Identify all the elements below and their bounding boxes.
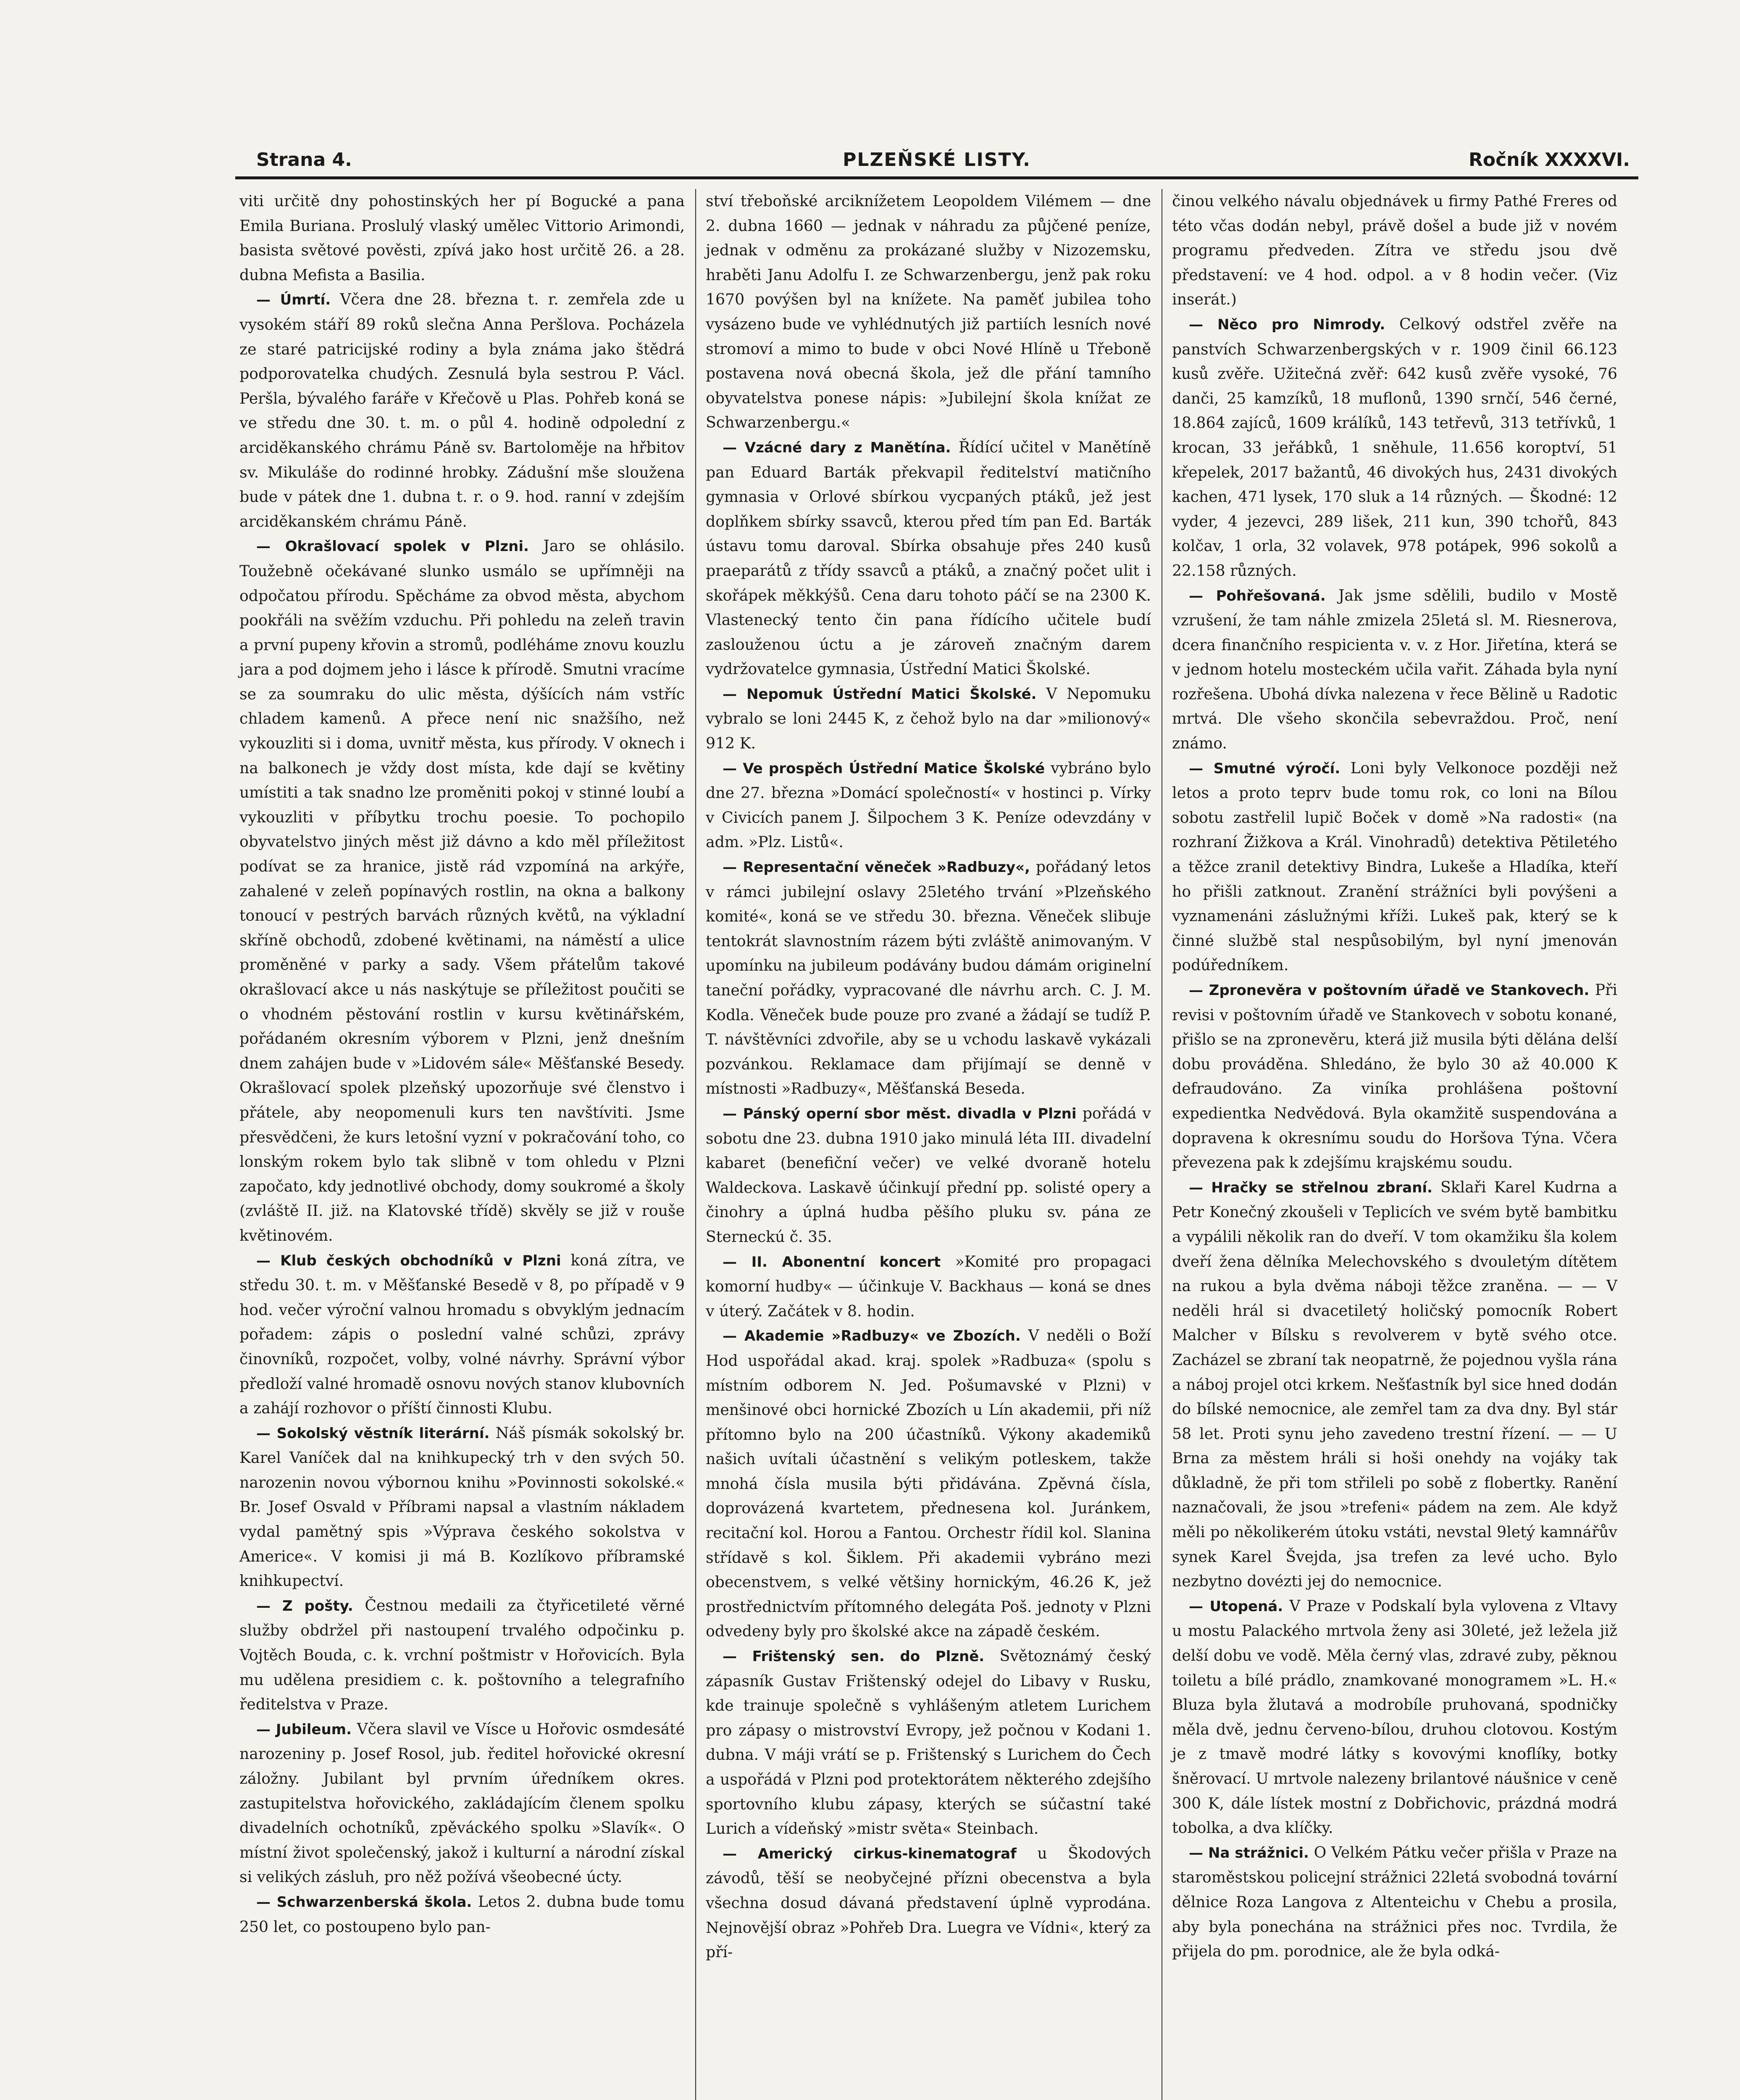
article [706, 1101, 1151, 1250]
article [1172, 978, 1617, 1175]
article [706, 435, 1151, 682]
article [1172, 1175, 1617, 1594]
article [239, 287, 685, 534]
article-heading: — Pohřešovaná. [1189, 587, 1326, 604]
newspaper-page [235, 130, 1638, 2100]
article [706, 1250, 1151, 1324]
article-heading: — Nepomuk Ústřední Matici Školské. [723, 685, 1037, 703]
column-3 [1172, 189, 1617, 1964]
article-text: Včera dne 28. března t. r. zemřela zde u vysokém stáří 89 roků slečna Anna Peršlova. Pocházela ze staré patricijské rodiny a byla známa jako štědrá podporovatelka chudých. Zesnulá byla sestrou P. Václ. Peršla, bývalého faráře v Křečově u Plas. Pohřeb koná se ve středu dne 30. t. m. o půl 4. hodině odpolední z arciděkanského chrámu Páně sv. Bartoloměje na hřbitov sv. Mikuláše do rodinné hrobky. Zádušní mše sloužena bude v pátek dne 1. dubna t. r. o 9. hod. ranní v zdejším arciděkanském chrámu Páně. [239, 290, 685, 530]
article [239, 1248, 685, 1421]
article [706, 855, 1151, 1101]
column-divider [695, 189, 696, 2100]
article-heading: — Z pošty. [256, 1597, 353, 1614]
article-text: koná zítra, ve středu 30. t. m. v Měšťanské Besedě v 8, po případě v 9 hod. večer výroční valnou hromadu s obvyklým jednacím pořadem: zápis o poslední valné schůzi, zprávy činovníků, rozpočet, volby, volné návrhy. Správní výbor předloží valné hromadě osnovu nových stanov klubovních a zahájí rozhovor o příští činnosti Klubu. [239, 1251, 685, 1418]
article-heading: — Na strážnici. [1189, 1844, 1309, 1861]
article-heading: — Schwarzenberská škola. [256, 1893, 472, 1911]
article-heading: — Frištenský sen. do Plzně. [723, 1648, 985, 1665]
article [1172, 189, 1617, 312]
article-text: pořádaný letos v rámci jubilejní oslavy 25letého trvání »Plzeňského komité«, koná se ve středu 30. března. Věneček slibuje tentokrát slavnostním rázem býti zvláště animovaným. V upomínku na jubileum podávány budou dámám originelní taneční pořádky, vypracované dle návrhu arch. C. J. M. Kodla. Věneček bude pouze pro zvané a žádají se tudíž P. T. návštěvníci zdvořile, aby se u vchodu laskavě vykázali pozvánkou. Reklamace dam přijímají se denně v místnosti »Radbuzy«, Měšťanská Beseda. [706, 858, 1151, 1098]
article-text: Řídící učitel v Manětíně pan Eduard Barták překvapil ředitelství matičního gymnasia v Orlové sbírkou vycpaných ptáků, jež jest doplňkem sbírky ssavců, kterou před tím pan Ed. Barták ústavu tomu daroval. Sbírka obsahuje přes 240 kusů praeparátů z třídy ssavců a ptáků, a značný počet ulit i skořápek měkkýšů. Cena daru tohoto páčí se na 2300 K. Vlastenecký tento čin pana řídícího učitele budí zaslouženou úctu a je zároveň značným darem vydržovatelce gymnasia, Ústřední Matici Školské. [706, 438, 1151, 678]
article-text: Při revisi v poštovním úřadě ve Stankovech v sobotu konané, přišlo se na zpronevěru, která již musila býti dělána delší dobu prováděna. Shledáno, že bylo 30 až 40.000 K defraudováno. Za viníka prohlášena poštovní expedientka Nedvědová. Byla okamžitě suspendována a dopravena k okresnímu soudu do Horšova Týna. Včera převezena pak k zdejšímu krajskému soudu. [1172, 981, 1617, 1172]
page-number: Strana 4. [256, 149, 352, 171]
article [1172, 1594, 1617, 1840]
article-heading: — Akademie »Radbuzy« ve Zbozích. [723, 1328, 1021, 1345]
article-text: pořádá v sobotu dne 23. dubna 1910 jako minulá léta III. divadelní kabaret (benefiční večer) ve velké dvoraně hotelu Waldeckova. Laskavě účinkují přední pp. solisté opery a činohry a úplná hudba pěšího pluku sv. pána ze Sterneckú č. 35. [706, 1104, 1151, 1246]
article [1172, 756, 1617, 978]
article-text: Světoznámý český zápasník Gustav Frištenský odejel do Libavy v Rusku, kde trainuje společně s vyhlášeným atletem Lurichem pro zápasy o mistrovství Evropy, jež počnou v Kodani 1. dubna. V máji vrátí se p. Frištenský s Lurichem do Čech a uspořádá v Plzni pod protektorátem některého zdejšího sportovního klubu zápasy, kterých se súčastní také Lurich a vídeňský »mistr světa« Steinbach. [706, 1647, 1151, 1838]
article-text: ství třeboňské arciknížetem Leopoldem Vilémem — dne 2. dubna 1660 — jednak v náhradu za půjčené peníze, jednak v odměnu za prokázané služby v Nizozemsku, hraběti Janu Adolfu I. ze Schwarzenbergu, jenž pak roku 1670 povýšen byl na knížete. Na paměť jubilea toho vysázeno bude ve vyhlédnutých již partiích lesních nové stromoví a mimo to bude v obci Nové Hlíně u Třeboně postavena nová obecná škola, jež dle přání tamního obyvatelstva ponese nápis: »Jubilejní škola knížat ze Schwarzenbergu.« [706, 192, 1151, 432]
article-heading: — Americký cirkus-kinematograf [723, 1845, 1017, 1862]
article-heading: — Sokolský věstník literární. [256, 1425, 490, 1442]
article-heading: — Ve prospěch Ústřední Matice Školské [723, 760, 1045, 777]
newspaper-title: PLZEŇSKÉ LISTY. [843, 149, 1031, 171]
article [706, 1644, 1151, 1841]
article [706, 682, 1151, 756]
article [1172, 583, 1617, 756]
article-heading: — Vzácné dary z Manětína. [723, 439, 951, 456]
article [239, 1717, 685, 1890]
article-text: V Nepomuku vybralo se loni 2445 K, z čehož bylo na dar »milionový« 912 K. [706, 684, 1151, 753]
article-heading: — Smutné výročí. [1189, 760, 1340, 777]
article-text: V neděli o Boží Hod uspořádal akad. kraj. spolek »Radbuza« (spolu s místním odborem N. Jed. Pošumavské v Plzni) v menšinové obci hornické Zbozích u Lín akademii, při níž přítomno bylo na 200 účastníků. Výkony akademiků našich uvítali účastnění s velikým potleskem, takže mnohá čísla musila býti přidávána. Zpěvná čísla, doprovázená kvartetem, přednesena kol. Juránkem, recitační kol. Horou a Fantou. Orchestr řídil kol. Slanina střídavě s kol. Šiklem. Při akademii vybráno mezi obecenstvem, s velké většiny hornickým, 46.26 K, jež prostřednictvím přítomného delegáta Poš. jednoty v Plzni odvedeny byly pro školské akce na západě českém. [706, 1326, 1151, 1641]
volume-number: Ročník XXXXVI. [1468, 149, 1630, 171]
article-text: Celkový odstřel zvěře na panstvích Schwarzenbergských v r. 1909 činil 66.123 kusů zvěře. Užitečná zvěř: 642 kusů zvěře vysoké, 76 danči, 25 kamzíků, 18 muflonů, 1390 srnčí, 546 černé, 18.864 zajíců, 1609 králíků, 143 tetřevů, 313 tetřívků, 1 krocan, 33 jeřábků, 1 sněhule, 11.656 koroptví, 51 křepelek, 2017 bažantů, 46 divokých hus, 2431 divokých kachen, 471 lysek, 170 sluk a 14 různých. — Škodné: 12 vyder, 4 jezevci, 289 lišek, 211 kun, 390 tchořů, 843 kolčav, 1 orla, 32 volavek, 978 potápek, 996 sokolů a 22.158 různých. [1172, 315, 1617, 580]
article [706, 756, 1151, 855]
article-heading: — Klub českých obchodníků v Plzni [256, 1252, 561, 1269]
article-heading: — Hračky se střelnou zbraní. [1189, 1179, 1432, 1196]
article [239, 1593, 685, 1717]
article-text: Sklaři Karel Kudrna a Petr Konečný zkoušeli v Teplicích ve svém bytě bambitku a vypálili několik ran do dveří. V tom okamžiku šla kolem dveří žena dělníka Melechovského s dvouletým dítětem na rukou a byla dvěma náboji těžce zraněna. — — V neděli hrál si dvacetiletý holičský pomocník Robert Malcher v Bílsku s revolverem v bytě svého otce. Zacházel se zbraní tak neopatrně, že pojednou vyšla rána a náboj projel otci krkem. Nešťastník byl sice hned dodán do bílské nemocnice, ale zemřel tam za dva dny. Byl stár 58 let. Proti synu jeho zavedeno trestní řízení. — — U Brna za městem hráli si hoši onehdy na vojáky tak důkladně, že při tom střileli po sobě z flobertky. Ranění naznačovali, že jsou »trefeni« pádem na zem. Ale když měli po několikerém útoku vstáti, nevstal 9letý kamnářův synek Karel Švejda, jsa trefen za levé ucho. Bylo nezbytno dovézti jej do nemocnice. [1172, 1178, 1617, 1591]
article-heading: — Okrašlovací spolek v Plzni. [256, 538, 529, 555]
article-heading: — Úmrtí. [256, 291, 331, 309]
article-text: Jak jsme sdělili, budilo v Mostě vzrušení, že tam náhle zmizela 25letá sl. M. Riesnerova, dcera finančního respicienta v. v. z Hor. Jiřetína, která se v jednom hotelu mosteckém učila vařit. Záhada byla nyní rozřešena. Ubohá dívka nalezena v řece Bělině u Radotic mrtvá. Dle všeho skončila sebevraždou. Proč, není známo. [1172, 586, 1617, 753]
article-text: Jaro se ohlásilo. Toužebně očekávané slunko usmálo se upřímněji na odpočatou přírodu. Spěcháme za obvod města, abychom pookřáli na svěžím vzduchu. Při pohledu na zeleň travin a první pupeny křovin a stromů, podléháme znovu kouzlu jara a pod dojmem jeho i lásce k přírodě. Smutni vracíme se za soumraku do ulic města, dýšících nám vstříc chladem kamenů. A přece není nic snažšího, než vykouzliti si i doma, uvnitř města, kus přírody. V oknech i na balkonech je vždy dost místa, kde dají se květiny umístiti a tak snadno lze proměniti pokoj v stinné loubí a vykouzliti v příbytku trochu poesie. To pochopilo obyvatelstvo jiných měst již dávno a kdo měl příležitost podívat se za hranice, jistě rád vzpomíná na arkýře, zahalené v zeleň popínavých rostlin, na okna a balkony tonoucí v pestrých barvách různých květů, na výkladní skříně obchodů, zdobené květinami, na náměstí a ulice proměněné v parky a sady. Všem přátelům takové okrašlovací akce u nás naskýtuje se příležitost poučiti se o vhodném pěstování rostlin v kursu květinářském, pořádaném okresním výborem v Plzni, jenž dnešním dnem zahájen bude v »Lidovém sále« Měšťanské Besedy. Okrašlovací spolek plzeňský upozorňuje své členstvo i přátele, aby neopomenuli kurs ten navštíviti. Jsme přesvědčeni, že kurs letošní vyzní v pokračování toho, co lonským rokem bylo tak slibně v tom ohledu v Plzni započato, kdy jednotlivé obchody, domy soukromé a školy (zvláště II. již. na Klatovské třídě) skvěly se již v rouše květinovém. [239, 537, 685, 1244]
article-text: vybráno bylo dne 27. března »Domácí společností« v hostinci p. Vírky v Civicích panem J. Šilpochem 3 K. Peníze odevzdány v adm. »Plz. Listů«. [706, 759, 1151, 851]
article-text: viti určitě dny pohostinských her pí Bogucké a pana Emila Buriana. Proslulý vlaský umělec Vittorio Arimondi, basista světové pověsti, zpívá jako host určitě 26. a 28. dubna Mefista a Basilia. [239, 192, 685, 284]
article-heading: — Utopená. [1189, 1598, 1283, 1615]
article [706, 189, 1151, 435]
article-text: Loni byly Velkonoce později než letos a proto teprv bude tomu rok, co loni na Bílou sobotu zastřelil lupič Boček v domě »Na radosti« (na rozhraní Žižkova a Král. Vinohradů) detektiva Pětiletého a těžce zranil detektivy Bindra, Lukeše a Hladíka, kteří ho přišli zatknout. Zranění strážníci byli povýšeni a vyznamenáni záslužnými kříži. Lukeš pak, který se k činné službě stal nespůsobilým, byl nyní jmenován podúředníkem. [1172, 759, 1617, 974]
article [239, 1890, 685, 1939]
article [239, 1421, 685, 1593]
article [239, 534, 685, 1248]
page-header [235, 130, 1638, 179]
article-text: V Praze v Podskalí byla vylovena z Vltavy u mostu Palackého mrtvola ženy asi 30leté, jež ležela již delší dobu ve vodě. Měla černý vlas, zdravé zuby, pěknou toiletu a bílé prádlo, znamkované monogramem »L. H.« Bluza byla žlutavá a modrobíle pruhovaná, spodničky měla dvě, jednu červeno-bílou, druhou clotovou. Kostým je z tmavě modré látky s kovovými knoflíky, botky šněrovací. U mrtvole nalezeny brilantové náušnice v ceně 300 K, dále lístek mostní z Dobřichovic, prázdná modrá tobolka, a dva klíčky. [1172, 1596, 1617, 1837]
article-heading: — Zpronevěra v poštovním úřadě ve Stankovech. [1189, 982, 1590, 999]
article-text: Čestnou medaili za čtyřicetileté věrné služby obdržel při nastoupení trvalého odpočinku p. Vojtěch Bouda, c. k. vrchní poštmistr v Hořovicích. Byla mu udělena presidiem c. k. poštovního a telegrafního ředitelstva v Praze. [239, 1596, 685, 1714]
article-text: Letos 2. dubna bude tomu 250 let, co postoupeno bylo pan- [239, 1892, 685, 1936]
article [706, 1841, 1151, 1965]
column-1 [239, 189, 685, 1939]
article [1172, 1840, 1617, 1964]
article-heading: — Něco pro Nimrody. [1189, 316, 1385, 333]
article [1172, 312, 1617, 583]
article [706, 1323, 1151, 1644]
article-heading: — II. Abonentní koncert [723, 1253, 941, 1270]
article [239, 189, 685, 287]
column-2 [706, 189, 1151, 1965]
article-text: Včera slavil ve Vísce u Hořovic osmdesáté narozeniny p. Josef Rosol, jub. ředitel hořovické okresní záložny. Jubilant byl prvním úředníkem okres. zastupitelstva hořovického, zakládajícím členem spolku divadelních ochotníků, zpěváckého spolku »Slavík«. O místní život společenský, jakož i kulturní a národní získal si velikých zásluh, pro něž požívá všeobecné úcty. [239, 1719, 685, 1886]
article-text: činou velkého návalu objednávek u firmy Pathé Freres od této včas dodán nebyl, právě došel a bude již v novém programu předveden. Zítra ve středu jsou dvě představení: ve 4 hod. odpol. a v 8 hodin večer. (Viz inserát.) [1172, 192, 1617, 309]
article-heading: — Jubileum. [256, 1721, 352, 1738]
article-text: u Škodových závodů, těší se neobyčejné přízni obecenstva a byla všechna dosud dávaná představení úplně vyprodána. Nejnovější obraz »Pohřeb Dra. Luegra ve Vídni«, který za pří- [706, 1844, 1151, 1961]
article-text: »Komité pro propagaci komorní hudby« — účinkuje V. Backhaus — koná se dnes v úterý. Začátek v 8. hodin. [706, 1252, 1151, 1320]
article-heading: — Pánský operní sbor měst. divadla v Plzni [723, 1105, 1077, 1122]
article-text: Náš písmák sokolský br. Karel Vaníček dal na knihkupecký trh v den svých 50. narozenin novou výbornou knihu »Povinnosti sokolské.« Br. Josef Osvald v Příbrami napsal a vlastním nákladem vydal pamětný spis »Výprava českého sokolstva v Americe«. V komisi ji má B. Kozlíkovo příbramské knihkupectví. [239, 1423, 685, 1590]
article-heading: — Representační věneček »Radbuzy«, [723, 859, 1030, 876]
article-text: O Velkém Pátku večer přišla v Praze na staroměstskou policejní strážnici 22letá svobodná tovární dělnice Roza Langova z Altenteichu v Chebu a prosila, aby byla ponechána na strážnici přes noc. Tvrdila, že přijela do pm. porodnice, ale že byla odká- [1172, 1843, 1617, 1961]
